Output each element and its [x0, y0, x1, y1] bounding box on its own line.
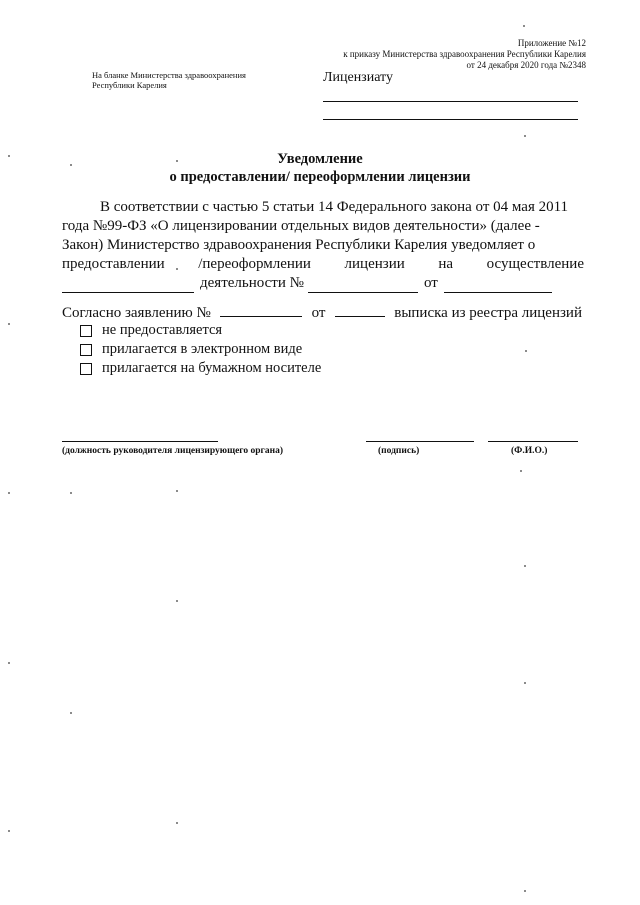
scan-speck: [524, 135, 526, 137]
activity-number-label: деятельности №: [200, 275, 304, 291]
position-caption: (должность руководителя лицензирующего органа): [62, 446, 283, 456]
request-number-label: Согласно заявлению №: [62, 305, 211, 321]
scan-speck: [525, 350, 527, 352]
scan-speck: [8, 155, 10, 157]
letterhead-note-line1: На бланке Министерства здравоохранения: [92, 70, 246, 80]
document-title: [0, 150, 640, 186]
scan-speck: [524, 890, 526, 892]
option-label: не предоставляется: [102, 322, 223, 338]
activity-type-field[interactable]: [62, 280, 194, 293]
letterhead-note-line2: Республики Карелия: [92, 80, 167, 90]
scan-speck: [8, 323, 10, 325]
licensee-line-2: [323, 119, 578, 120]
license-date-label: от: [423, 275, 438, 291]
scan-speck: [176, 160, 178, 162]
title-line2: о предоставлении/ переоформлении лицензии: [169, 169, 471, 185]
option-paper[interactable]: [80, 359, 321, 378]
request-date-field[interactable]: [335, 304, 385, 317]
scan-speck: [176, 822, 178, 824]
option-label: прилагается в электронном виде: [102, 341, 303, 357]
request-date-label: от: [311, 305, 326, 321]
paragraph-line2: года №99-ФЗ «О лицензировании отдельных видов деятельности» (далее -: [62, 218, 540, 234]
scan-speck: [70, 712, 72, 714]
option-electronic[interactable]: [80, 340, 321, 359]
appendix-number: Приложение №12: [517, 38, 586, 48]
license-date-field[interactable]: [444, 280, 552, 293]
appendix-order: к приказу Министерства здравоохранения Республики Карелия: [343, 49, 586, 59]
paragraph-line3: Закон) Министерство здравоохранения Республики Карелия уведомляет о: [62, 237, 536, 253]
name-caption: (Ф.И.О.): [511, 446, 548, 456]
scan-speck: [8, 830, 10, 832]
letterhead-note: [92, 70, 246, 90]
signature-line: [366, 441, 474, 442]
appendix-reference: [343, 38, 586, 71]
appendix-date: от 24 декабря 2020 года №2348: [466, 60, 586, 70]
paragraph-line1: В соответствии с частью 5 статьи 14 Федерального закона от 04 мая 2011: [100, 199, 569, 215]
scan-speck: [8, 662, 10, 664]
scan-speck: [520, 470, 522, 472]
license-number-field[interactable]: [308, 280, 418, 293]
scan-speck: [70, 164, 72, 166]
request-number-field[interactable]: [220, 304, 302, 317]
paragraph-line5: [62, 274, 584, 293]
checkbox[interactable]: [80, 363, 92, 375]
position-line: [62, 441, 218, 442]
checkbox[interactable]: [80, 325, 92, 337]
notification-paragraph: [62, 198, 584, 293]
licensee-label: Лицензиату: [323, 70, 393, 85]
paragraph-line4: предоставлении /переоформлении лицензии на осуществление: [62, 256, 584, 272]
registry-extract-label: выписка из реестра лицензий: [394, 305, 582, 321]
scan-speck: [176, 490, 178, 492]
scan-speck: [176, 268, 178, 270]
option-label: прилагается на бумажном носителе: [102, 360, 322, 376]
scan-speck: [524, 565, 526, 567]
title-line1: Уведомление: [277, 151, 363, 167]
scan-speck: [176, 600, 178, 602]
scan-speck: [8, 492, 10, 494]
checkbox[interactable]: [80, 344, 92, 356]
name-line: [488, 441, 578, 442]
extract-options: [80, 321, 321, 378]
scan-speck: [70, 492, 72, 494]
signature-caption: (подпись): [378, 446, 420, 456]
scan-speck: [524, 682, 526, 684]
scan-speck: [523, 25, 525, 27]
option-not-provided[interactable]: [80, 321, 321, 340]
licensee-line-1: [323, 101, 578, 102]
